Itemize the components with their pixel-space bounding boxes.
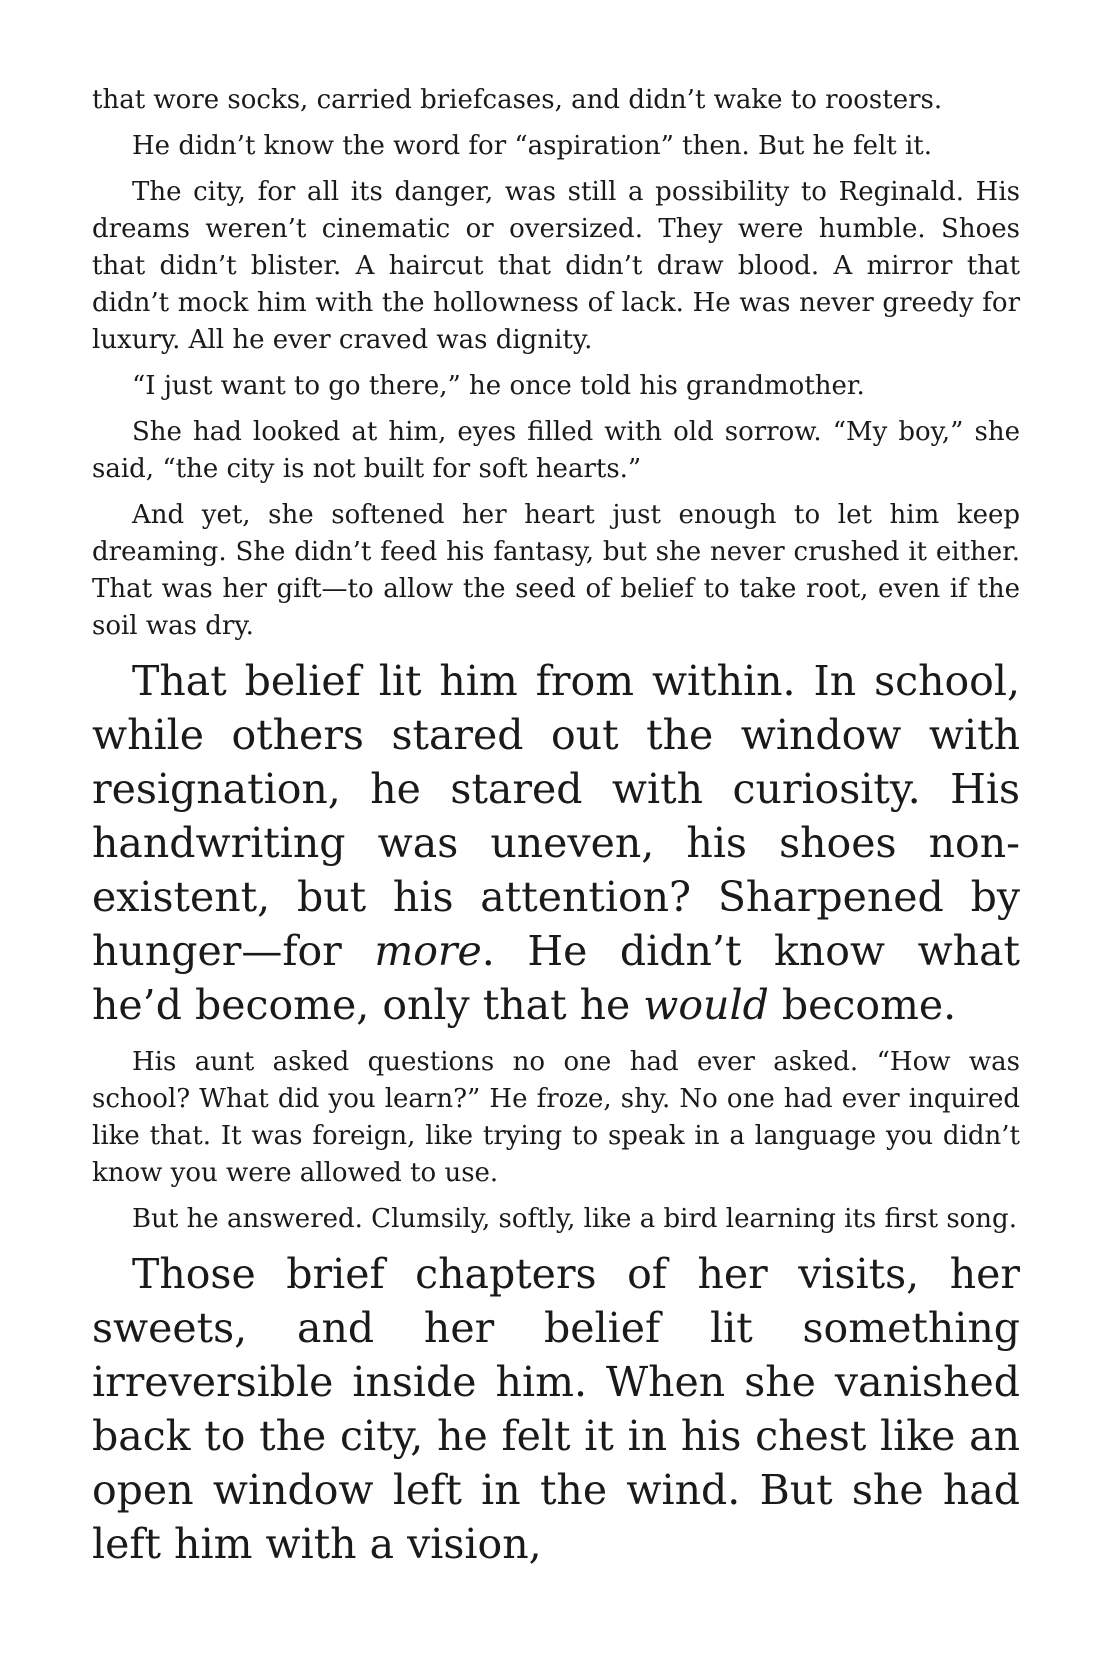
paragraph-text: Those brief chapters of her visits, her sweets, and her belief lit something irreversible inside him. When she vanished back to the city, he felt it in his chest like an open window left in the wind. But she had left him with a vision, — [92, 1250, 1020, 1568]
paragraph — [92, 1044, 1020, 1192]
paragraph-text: That belief lit him from within. In school, while others stared out the window with resignation, he stared with curiosity. His handwriting was uneven, his shoes non-existent, but his attention? Sharpened by hunger—for — [92, 657, 1020, 975]
paragraph-text: She had looked at him, eyes filled with old sorrow. “My boy,” she said, “the city is not built for soft hearts.” — [92, 417, 1020, 484]
paragraph-text: But he answered. Clumsily, softly, like a bird learning its first song. — [132, 1204, 1017, 1234]
book-page — [92, 82, 1020, 1583]
paragraph-text: become. — [768, 981, 957, 1029]
paragraph-large — [92, 1247, 1020, 1571]
paragraph-text: “I just want to go there,” he once told his grandmother. — [132, 371, 865, 401]
paragraph-text: His aunt asked questions no one had ever asked. “How was school? What did you learn?” He froze, shy. No one had ever inquired like that. It was foreign, like trying to speak in a language you didn’t know you were allowed to use. — [92, 1047, 1020, 1188]
paragraph-large — [92, 654, 1020, 1032]
paragraph — [92, 174, 1020, 359]
italic-emphasis: more — [374, 927, 482, 975]
paragraph-text: The city, for all its danger, was still a possibility to Reginald. His dreams weren’t cinematic or oversized. They were humble. Shoes that didn’t blister. A haircut that didn’t draw blood. A mirror that didn’t mock him with the hollowness of lack. He was never greedy for luxury. All he ever craved was dignity. — [92, 177, 1020, 355]
paragraph-text: that wore socks, carried briefcases, and didn’t wake to roosters. — [92, 85, 943, 115]
paragraph-text: He didn’t know the word for “aspiration” then. But he felt it. — [132, 131, 933, 161]
paragraph — [92, 128, 1020, 165]
italic-emphasis: would — [643, 981, 769, 1029]
paragraph — [92, 1201, 1020, 1238]
paragraph-text: And yet, she softened her heart just enough to let him keep dreaming. She didn’t feed his fantasy, but she never crushed it either. That was her gift—to allow the seed of belief to take root, even if the soil was dry. — [92, 500, 1020, 641]
paragraph — [92, 497, 1020, 645]
paragraph-text: . He didn’t know what he’d become, only that he — [92, 927, 1020, 1029]
paragraph — [92, 368, 1020, 405]
paragraph — [92, 82, 1020, 119]
paragraph — [92, 414, 1020, 488]
